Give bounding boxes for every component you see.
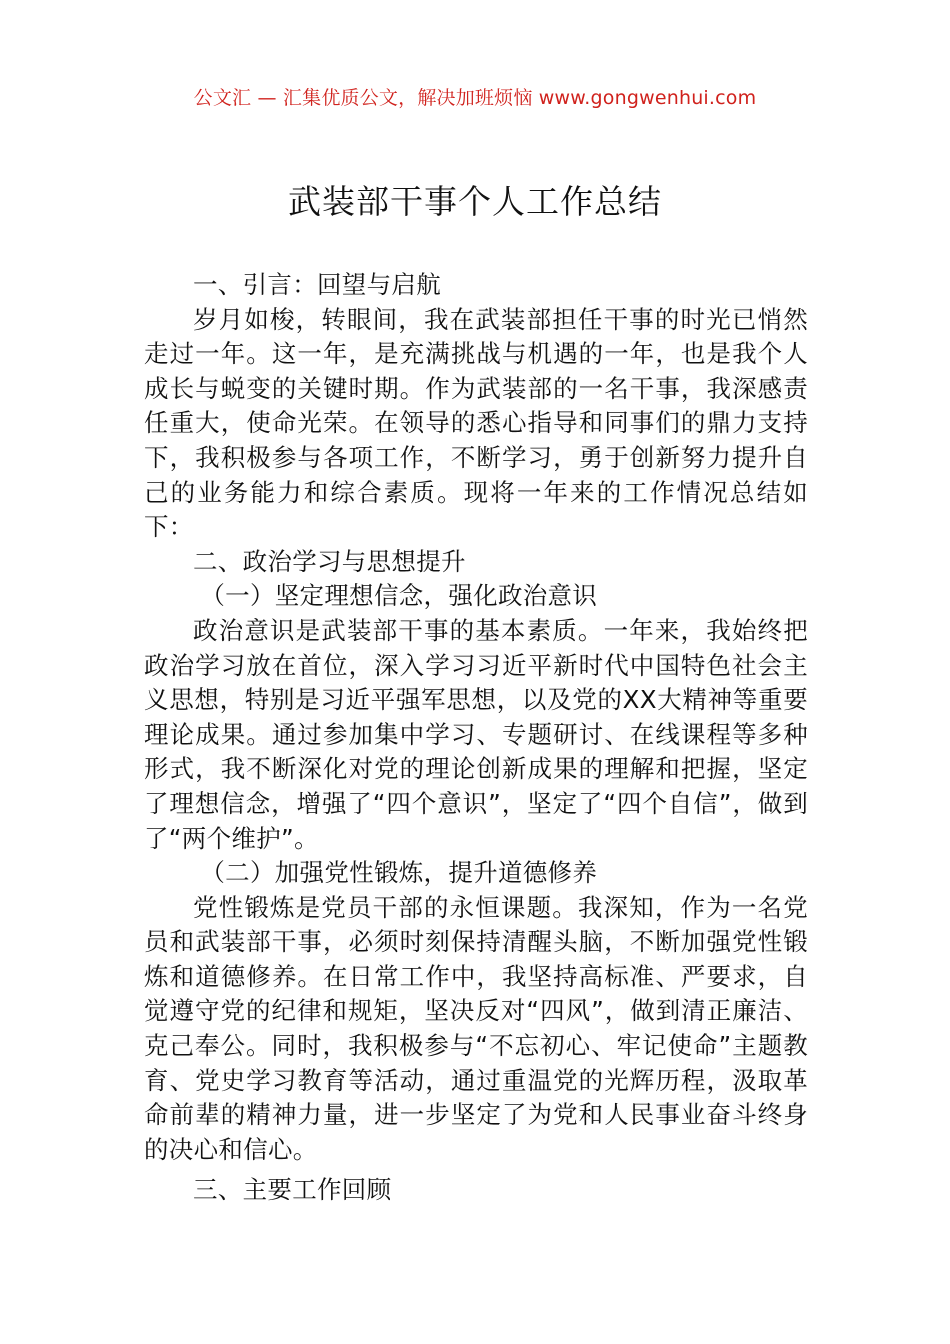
paragraph-party-spirit: 党性锻炼是党员干部的永恒课题。我深知，作为一名党员和武装部干事，必须时刻保持清醒头脑，不断加强党性锻炼和道德修养。在日常工作中，我坚持高标准、严要求，自觉遵守党的纪律和规矩，坚决反对“四风”，做到清正廉洁、克己奉公。同时，我积极参与“不忘初心、牢记使命”主题教育、党史学习教育等活动，通过重温党的光辉历程，汲取革命前辈的精神力量，进一步坚定了为党和人民事业奋斗终身的决心和信心。 — [144, 892, 808, 1164]
document-body — [144, 268, 808, 1208]
header-banner: 公文汇 — 汇集优质公文，解决加班烦恼 www.gongwenhui.com — [193, 87, 757, 109]
section-heading-work-review: 三、主要工作回顾 — [193, 1175, 392, 1205]
paragraph-ideals: 政治意识是武装部干事的基本素质。一年来，我始终把政治学习放在首位，深入学习习近平新时代中国特色社会主义思想，特别是习近平强军思想，以及党的XX大精神等重要理论成果。通过参加集中学习、专题研讨、在线课程等多种形式，我不断深化对党的理论创新成果的理解和把握，坚定了理想信念，增强了“四个意识”，坚定了“四个自信”，做到了“两个维护”。 — [144, 615, 808, 853]
paragraph-intro: 岁月如梭，转眼间，我在武装部担任干事的时光已悄然走过一年。这一年，是充满挑战与机遇的一年，也是我个人成长与蜕变的关键时期。作为武装部的一名干事，我深感责任重大，使命光荣。在领导的悉心指导和同事们的鼎力支持下，我积极参与各项工作，不断学习，勇于创新努力提升自己的业务能力和综合素质。现将一年来的工作情况总结如下： — [144, 304, 808, 542]
document-title: 武装部干事个人工作总结 — [288, 182, 662, 221]
section-heading-political-study: 二、政治学习与思想提升 — [193, 546, 466, 576]
section-heading-intro: 一、引言：回望与启航 — [193, 270, 441, 299]
subheading-ideals: （一）坚定理想信念，强化政治意识 — [200, 581, 598, 611]
subheading-party-spirit: （二）加强党性锻炼，提升道德修养 — [200, 858, 598, 888]
